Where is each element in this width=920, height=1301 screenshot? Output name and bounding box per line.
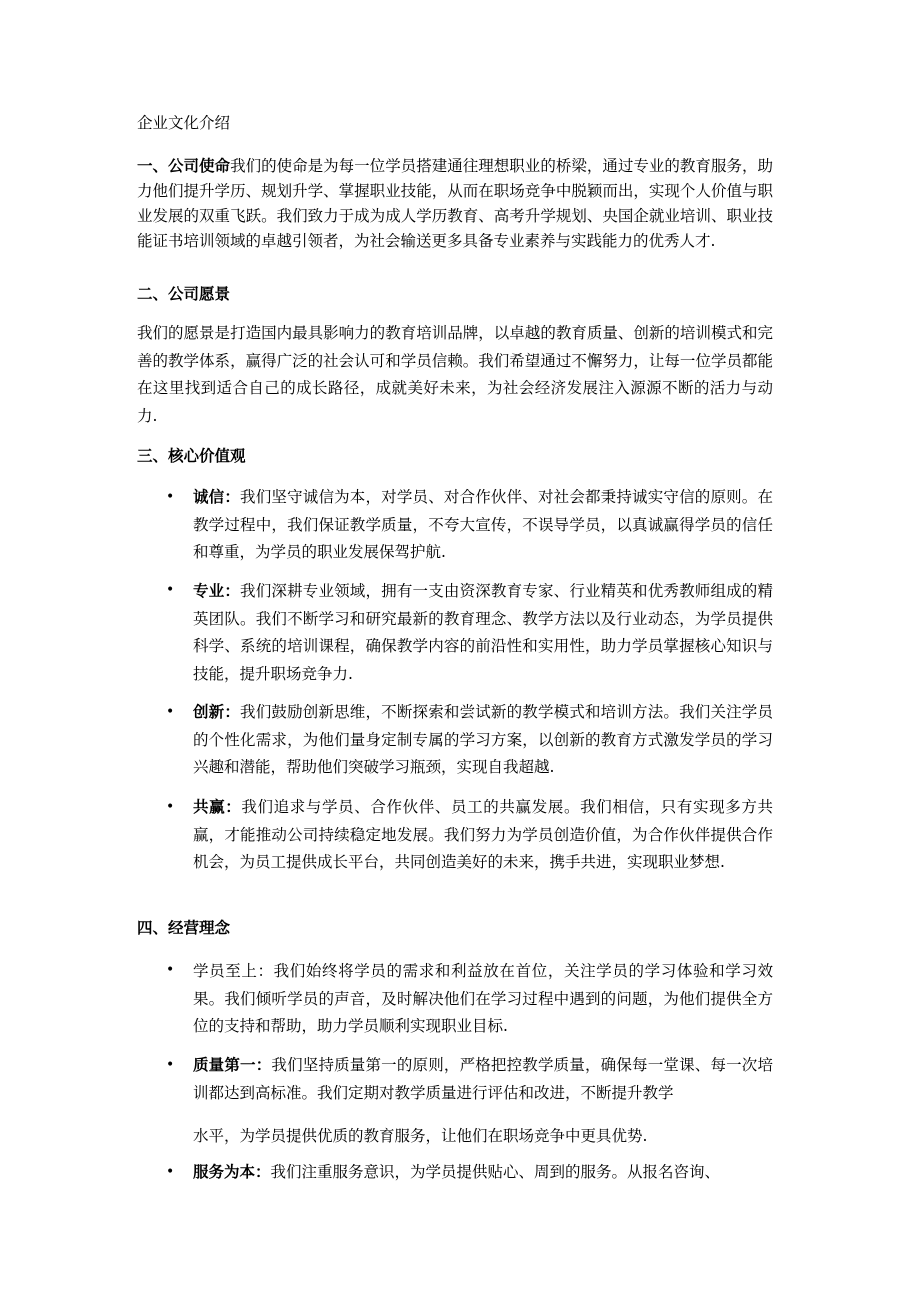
value-term: 共赢： xyxy=(193,797,242,816)
bullet-marker: • xyxy=(166,1164,175,1180)
vision-heading: 二、公司愿景 xyxy=(137,284,231,303)
value-term: 专业： xyxy=(193,581,241,600)
mission-text: 我们的使命是为每一位学员搭建通往理想职业的桥梁，通过专业的教育服务，助力他们提升学历、规划升学、掌握职业技能，从而在职场竞争中脱颖而出，实现个人价值与职业发展的双重飞跃。我们致力于成为成人学历教育、高考升学规划、央国企就业培训、职业技能证书培训领域的卓越引领者，为社会输送更多具备专业素养与实践能力的优秀人才. xyxy=(137,157,773,250)
value-term: 创新： xyxy=(193,702,241,721)
value-text: 我们坚守诚信为本，对学员、对合作伙伴、对社会都秉持诚实守信的原则。在教学过程中，我们保证教学质量，不夸大宣传，不误导学员，以真诚赢得学员的信任和尊重，为学员的职业发展保驾护航. xyxy=(193,488,773,561)
vision-paragraph: 我们的愿景是打造国内最具影响力的教育培训品牌，以卓越的教育质量、创新的培训模式和完善的教学体系，赢得广泛的社会认可和学员信赖。我们希望通过不懈努力，让每一位学员都能在这里找到适合自己的成长路径，成就美好未来，为社会经济发展注入源源不断的活力与动力. xyxy=(137,324,773,425)
value-text: 我们深耕专业领域，拥有一支由资深教育专家、行业精英和优秀教师组成的精英团队。我们不断学习和研究最新的教育理念、教学方法以及行业动态，为学员提供科学、系统的培训课程，确保教学内容的前沿性和实用性，助力学员掌握核心知识与技能，提升职场竞争力. xyxy=(193,582,773,683)
value-item-integrity xyxy=(193,483,773,567)
philosophy-text: 我们注重服务意识，为学员提供贴心、周到的服务。从报名咨询、 xyxy=(270,1163,721,1181)
mission-heading: 一、公司使命 xyxy=(137,156,231,175)
mission-paragraph xyxy=(137,153,773,254)
philosophy-text: 我们坚持质量第一的原则，严格把控教学质量，确保每一堂课、每一次培训都达到高标准。我们定期对教学质量进行评估和改进，不断提升教学 xyxy=(193,1056,773,1102)
bullet-marker: • xyxy=(166,489,175,505)
values-heading: 三、核心价值观 xyxy=(137,446,246,465)
philosophy-text: 学员至上：我们始终将学员的需求和利益放在首位，关注学员的学习体验和学习效果。我们倾听学员的声音，及时解决他们在学习过程中遇到的问题，为他们提供全方位的支持和帮助，助力学员顺利实现职业目标. xyxy=(193,962,773,1035)
value-text: 我们追求与学员、合作伙伴、员工的共赢发展。我们相信，只有实现多方共赢，才能推动公司持续稳定地发展。我们努力为学员创造价值，为合作伙伴提供合作机会，为员工提供成长平台，共同创造美好的未来，携手共进，实现职业梦想. xyxy=(193,798,773,871)
philosophy-term: 服务为本： xyxy=(193,1162,271,1181)
bullet-marker: • xyxy=(166,582,175,598)
value-item-professional xyxy=(193,577,773,688)
value-term: 诚信： xyxy=(193,487,241,506)
value-item-innovation xyxy=(193,698,773,782)
bullet-marker: • xyxy=(166,704,175,720)
philosophy-term: 质量第一： xyxy=(193,1055,272,1074)
philosophy-item-student-first xyxy=(193,957,773,1041)
philosophy-item-service xyxy=(193,1158,773,1187)
bullet-marker: • xyxy=(166,1057,175,1073)
philosophy-item-quality-first xyxy=(193,1051,773,1107)
philosophy-heading: 四、经营理念 xyxy=(137,918,231,937)
value-text: 我们鼓励创新思维，不断探索和尝试新的教学模式和培训方法。我们关注学员的个性化需求，为他们量身定制专属的学习方案，以创新的教育方式激发学员的学习兴趣和潜能，帮助他们突破学习瓶颈，实现自我超越. xyxy=(193,703,773,776)
philosophy-item-quality-first-continued: 水平，为学员提供优质的教育服务，让他们在职场竞争中更具优势. xyxy=(193,1127,648,1145)
value-item-win-win xyxy=(193,793,773,877)
bullet-marker: • xyxy=(166,799,175,815)
bullet-marker: • xyxy=(166,962,175,978)
document-title: 企业文化介绍 xyxy=(137,114,231,132)
